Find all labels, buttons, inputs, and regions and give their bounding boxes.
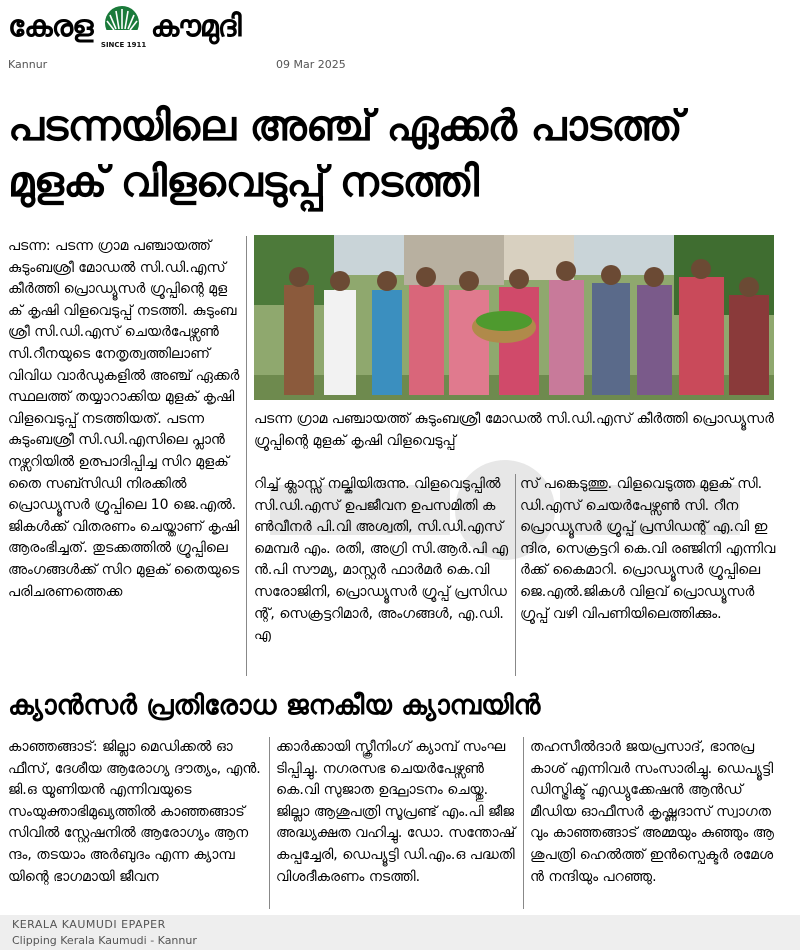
- article2-headline: ക്യാൻസർ പ്രതിരോധ ജനകീയ ക്യാമ്പയിൻ: [8, 690, 541, 721]
- since-text: SINCE 1911: [100, 41, 147, 49]
- epaper-footer: [0, 915, 800, 950]
- article2-column-2: ക്കാർക്കായി സ്ക്രീനിംഗ് ക്യാമ്പ് സംഘടിപ്പിച്ചു. നഗരസഭ ചെയർപേഴ്സൺ കെ.വി സുജാത ഉദ്ഘാടനം ചെയ്തു. ജില്ലാ ആശുപത്രി സൂപ്രണ്ട് എം.പി ജീജ അദ്ധ്യക്ഷത വഹിച്ചു. ഡോ. സന്തോഷ് കപ്പച്ചേരി, ഡെപ്യൂട്ടി ഡി.എം.ഒ പദ്ധതി വിശദീകരണം നടത്തി.: [276, 739, 516, 885]
- brand-logo[interactable]: [8, 4, 241, 48]
- footer-title: KERALA KAUMUDI EPAPER: [12, 918, 166, 931]
- kaumudi-logo-icon: [97, 3, 147, 49]
- article1-headline: [8, 98, 792, 210]
- article1-photo[interactable]: [254, 235, 774, 400]
- publish-date: 09 Mar 2025: [276, 58, 346, 71]
- headline-line-1: പടന്നയിലെ അഞ്ച് ഏക്കർ പാടത്ത്: [8, 101, 683, 150]
- column-divider: [246, 236, 247, 676]
- column-divider: [515, 474, 516, 676]
- column-divider: [269, 737, 270, 909]
- headline-line-2: മുളക് വിളവെടുപ്പ് നടത്തി: [8, 157, 479, 206]
- footer-clipping-label: Clipping Kerala Kaumudi - Kannur: [12, 934, 197, 947]
- masthead: [8, 0, 792, 80]
- article1-column-2: റിച്ച് ക്ലാസ്സ് നല്കിയിരുന്നു. വിളവെടുപ്പിൽ സി.ഡി.എസ് ഉപജീവന ഉപസമിതി കൺവീനർ പി.വി അശ്വതി, സി.ഡി.എസ് മെമ്പർ എം. രതി, അഗ്രി സി.ആർ.പി എൻ.പി സൗമ്യ, മാസ്റ്റർ ഫാർമർ കെ.വി സരോജിനി, പ്രൊഡ്യൂസർ ഗ്രൂപ്പ് പ്രസിഡന്റ്, സെക്രട്ടറിമാർ, അംഗങ്ങൾ, എ.ഡി.എ: [254, 476, 509, 644]
- article1-column-1: പടന്ന: പടന്ന ഗ്രാമ പഞ്ചായത്ത് കുടുംബശ്രീ മോഡൽ സി.ഡി.എസ് കീർത്തി പ്രൊഡ്യൂസർ ഗ്രൂപ്പിന്റെ മുളക് കൃഷി വിളവെടുപ്പ് നടത്തി. കുടുംബശ്രീ സി.ഡി.എസ് ചെയർപേഴ്സൺ സി.റീനയുടെ നേതൃത്വത്തിലാണ് വിവിധ വാർഡുകളിൽ അഞ്ച് ഏക്കർ സ്ഥലത്ത് തയ്യാറാക്കിയ മുളക് കൃഷി വിളവെടുപ്പ് നടത്തിയത്. പടന്ന കുടുംബശ്രീ സി.ഡി.എസിലെ പ്ലാൻ നഴ്സറിയിൽ ഉത്പാദിപ്പിച്ച സിറ മുളക് തൈ സബ്സിഡി നിരക്കിൽ പ്രൊഡ്യൂസർ ഗ്രൂപ്പിലെ 10 ജെ.എൽ.ജികൾക്ക് വിതരണം ചെയ്താണ് കൃഷി ആരംഭിച്ചത്. തുടക്കത്തിൽ ഗ്രൂപ്പിലെ അംഗങ്ങൾക്ക് സിറ മുളക് തൈയുടെ പരിചരണത്തെക്ക: [8, 238, 240, 600]
- column-divider: [523, 737, 524, 909]
- brand-left-text: കേരള: [8, 8, 93, 44]
- article2-column-1: കാഞ്ഞങ്ങാട്: ജില്ലാ മെഡിക്കൽ ഓഫീസ്, ദേശീയ ആരോഗ്യ ദൗത്യം, എൻ.ജി.ഒ യൂണിയൻ എന്നിവയുടെ സംയുക്താഭിമുഖ്യത്തിൽ കാഞ്ഞങ്ങാട് സിവിൽ സ്റ്റേഷനിൽ ആരോഗ്യം ആനന്ദം, തടയാം അർബുദം എന്ന ക്യാമ്പയിന്റെ ഭാഗമായി ജീവന: [8, 739, 261, 885]
- edition-label: Kannur: [8, 58, 48, 71]
- article2-column-3: തഹസീൽദാർ ജയപ്രസാദ്, ഭാനുപ്രകാശ് എന്നിവർ സംസാരിച്ചു. ഡെപ്യൂട്ടി ഡിസ്ട്രിക്ട് എഡ്യുക്കേഷൻ ആൻഡ് മീഡിയ ഓഫീസർ കൃഷ്ണദാസ് സ്വാഗതവും കാഞ്ഞങ്ങാട് അമ്മയും കുഞ്ഞും ആശുപത്രി ഹെൽത്ത് ഇൻസ്പെക്ടർ രമേശൻ നന്ദിയും പറഞ്ഞു.: [530, 739, 774, 885]
- article1-column-3: സ് പങ്കെടുത്തു. വിളവെടുത്ത മുളക് സി.ഡി.എസ് ചെയർപേഴ്സൺ സി. റീന പ്രൊഡ്യൂസർ ഗ്രൂപ്പ് പ്രസിഡന്റ് എ.വി ഇന്ദിര, സെക്രട്ടറി കെ.വി രഞ്ജിനി എന്നിവർക്ക് കൈമാറി. പ്രൊഡ്യൂസർ ഗ്രൂപ്പിലെ ജെ.എൽ.ജികൾ വിളവ് പ്രൊഡ്യൂസർ ഗ്രൂപ്പ് വഴി വിപണിയിലെത്തിക്കും.: [520, 476, 776, 622]
- photo-caption: പടന്ന ഗ്രാമ പഞ്ചായത്ത് കുടുംബശ്രീ മോഡൽ സി.ഡി.എസ് കീർത്തി പ്രൊഡ്യൂസർ ഗ്രൂപ്പിന്റെ മുളക് കൃഷി വിളവെടുപ്പ്: [254, 411, 774, 449]
- brand-right-text: കൗമുദി: [150, 8, 241, 44]
